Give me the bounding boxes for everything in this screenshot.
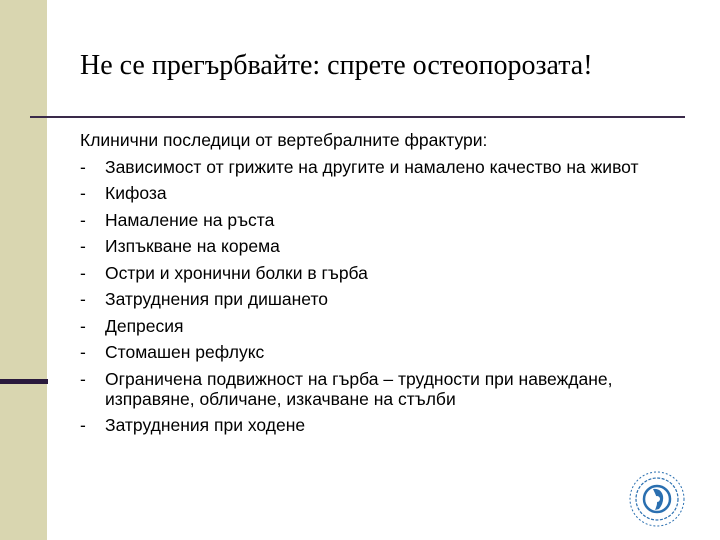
bullet-dash: - [80, 289, 86, 309]
bullet-dash: - [80, 156, 86, 177]
list-item-text: Зависимост от грижите на другите и намалено качество на живот [105, 156, 639, 177]
bullet-dash: - [80, 368, 86, 389]
list-item [80, 339, 690, 366]
list-item-text: Намаление на ръста [105, 209, 275, 230]
list-item [80, 366, 690, 413]
bullet-dash: - [80, 183, 86, 203]
bullet-dash: - [80, 236, 86, 256]
list-item-text: Затруднения при дишането [105, 289, 328, 309]
list-item [80, 286, 690, 313]
bullet-dash: - [80, 209, 86, 230]
bullet-dash: - [80, 342, 86, 362]
consequences-list [80, 154, 690, 439]
slide-content [80, 127, 690, 439]
list-item [80, 207, 690, 234]
list-item [80, 313, 690, 340]
list-item-text: Депресия [105, 315, 184, 336]
bullet-dash: - [80, 415, 86, 435]
bullet-dash: - [80, 262, 86, 283]
side-accent-line [0, 379, 48, 384]
list-item-text: Остри и хронични болки в гърба [105, 262, 368, 283]
list-item-text: Изпъкване на корема [105, 236, 280, 256]
list-item-text: Ограничена подвижност на гърба – трудности при навеждане, изправяне, обличане, изкачване на стълби [105, 368, 613, 409]
list-item [80, 154, 690, 181]
list-item-text: Стомашен рефлукс [105, 342, 265, 362]
list-item [80, 412, 690, 439]
intro-line: Клинични последици от вертебралните фрактури: [80, 130, 488, 150]
list-item-text: Кифоза [105, 183, 167, 203]
foundation-logo-icon [628, 470, 686, 528]
slide-side-bar [0, 0, 47, 540]
slide-title: Не се прегърбвайте: спрете остеопорозата! [80, 50, 593, 81]
list-item [80, 233, 690, 260]
list-item [80, 180, 690, 207]
list-item [80, 260, 690, 287]
list-item-text: Затруднения при ходене [105, 415, 306, 435]
title-divider [30, 116, 685, 118]
bullet-dash: - [80, 315, 86, 336]
